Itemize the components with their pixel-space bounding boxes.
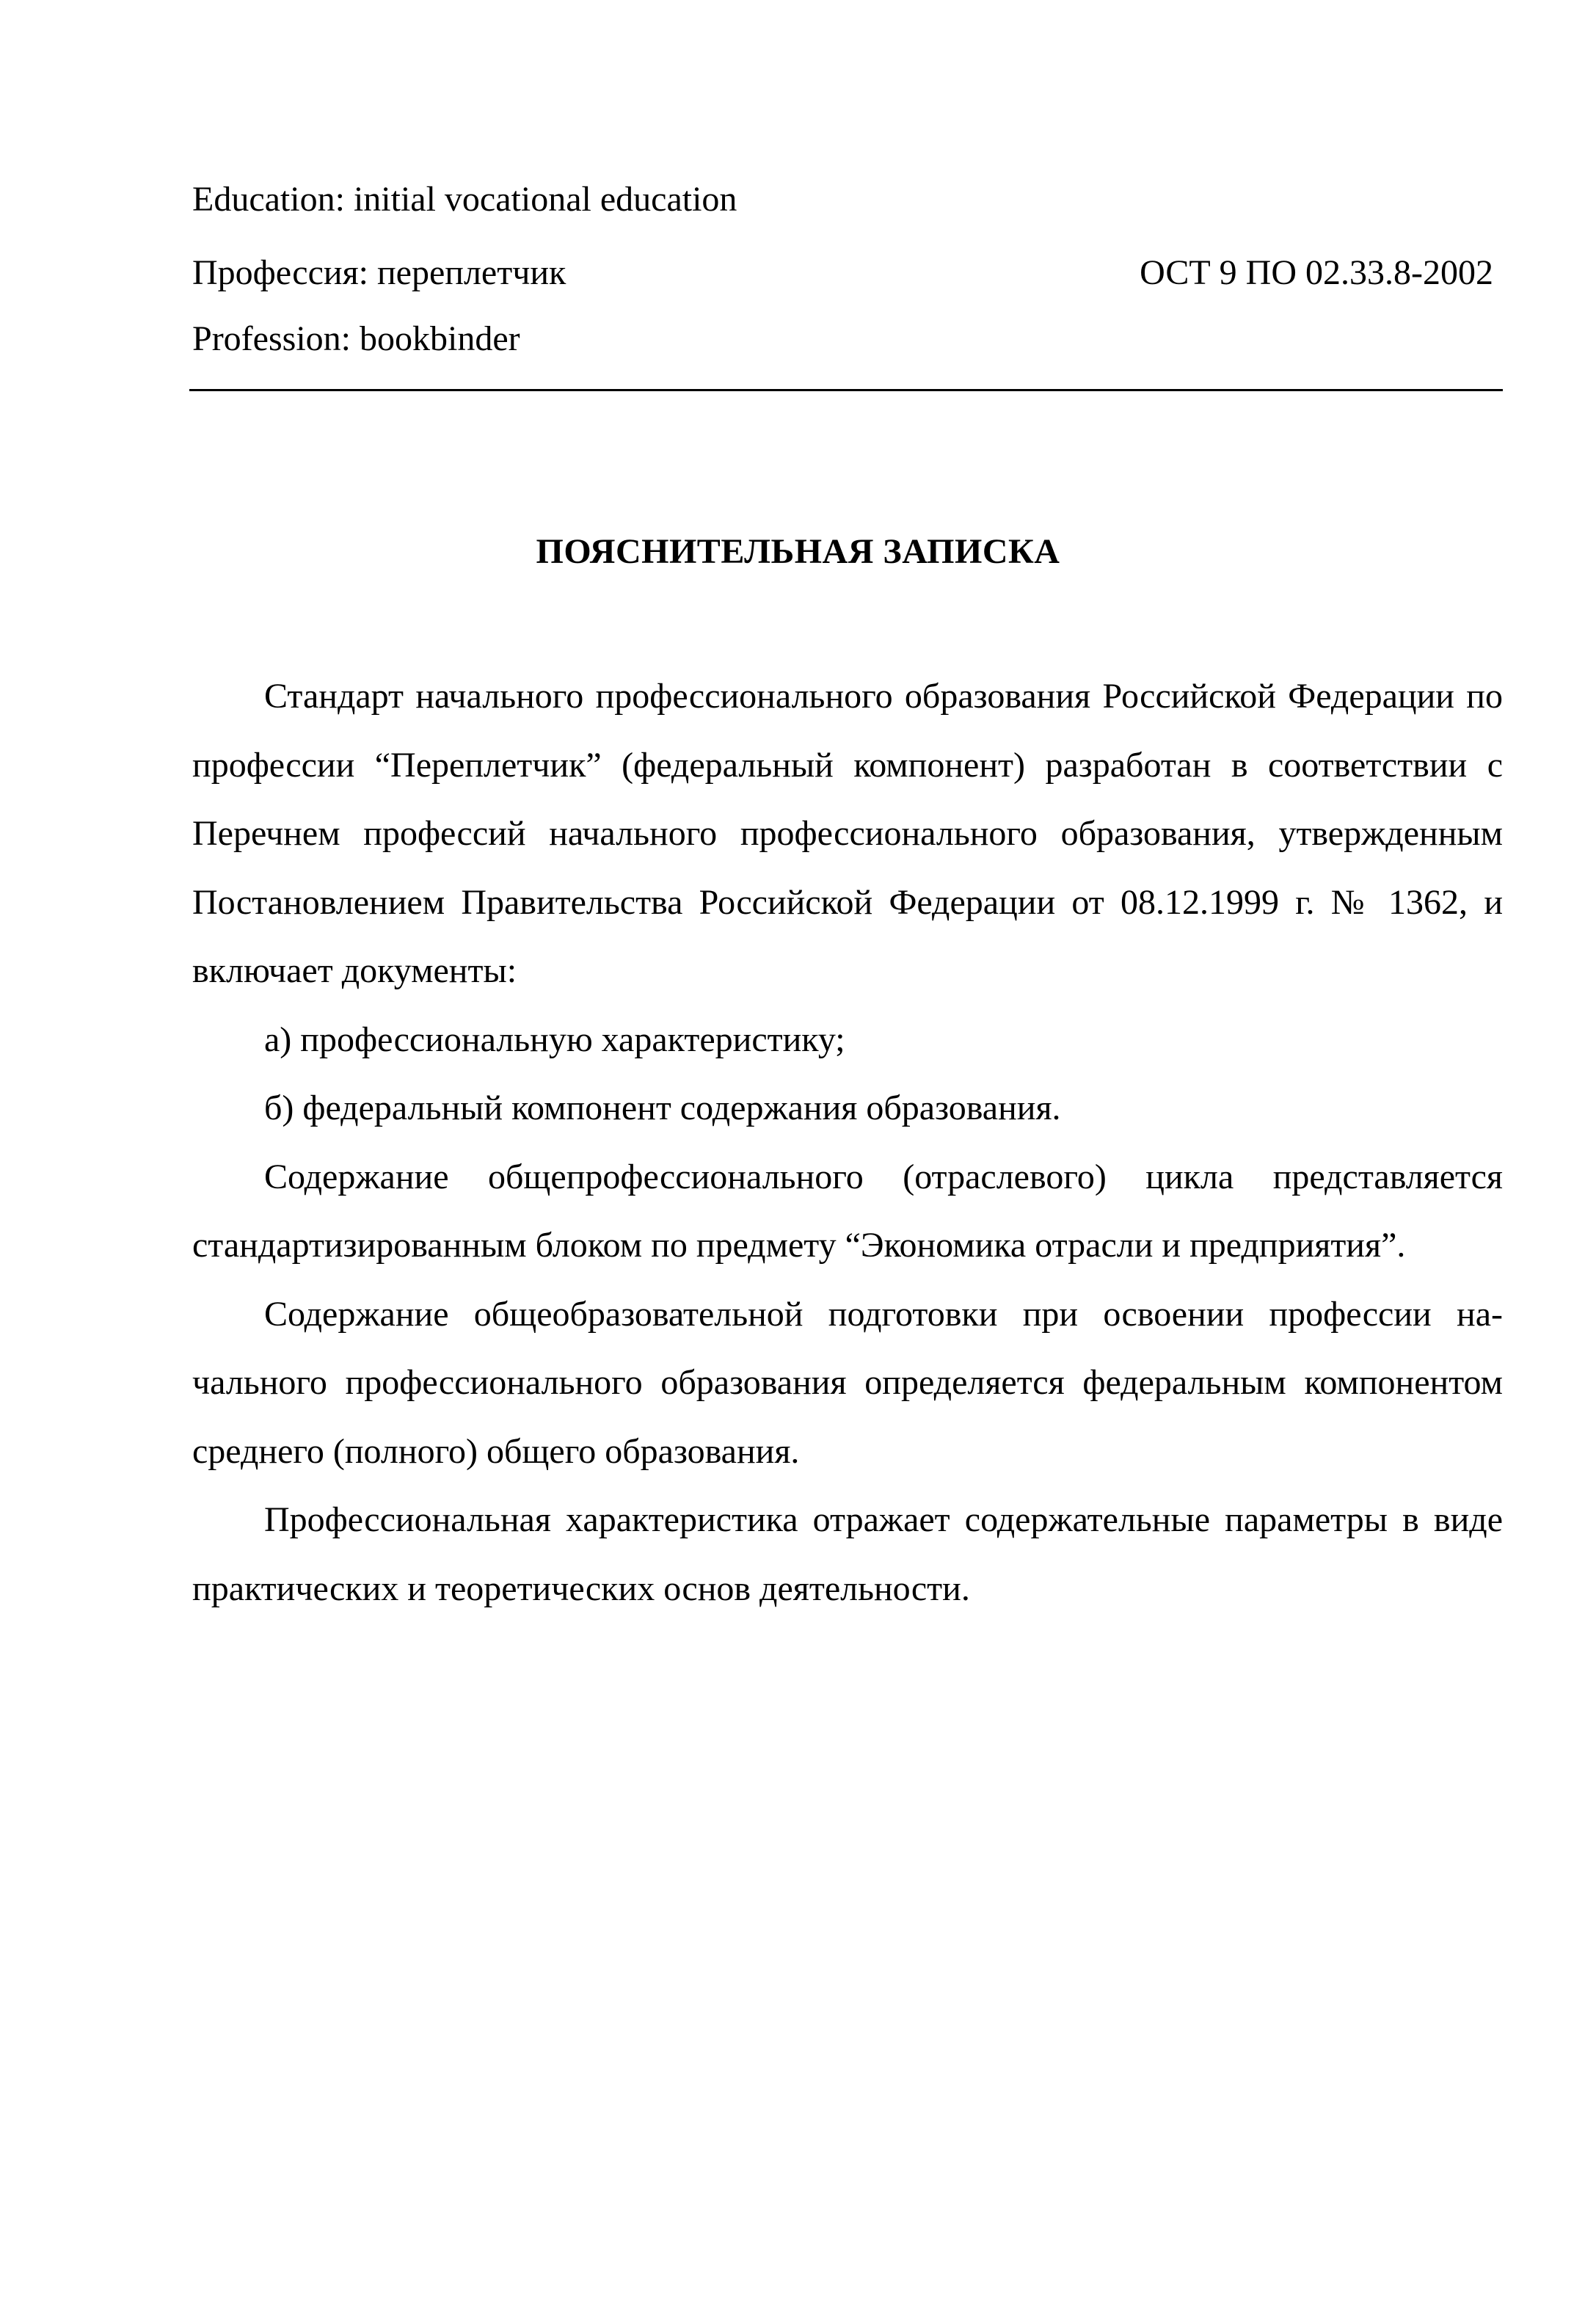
header-divider	[189, 389, 1503, 391]
paragraph-characteristic: Профессиональная характеристика отражает содержательные параметры в виде практических и теоретических основ деятельности.	[192, 1500, 1503, 1608]
paragraph-general-education: Содержание общеобразовательной подготовки при освоении профессии начального профессионального образования определяется федеральным компонентом среднего (полного) общего образования.	[192, 1294, 1503, 1471]
standard-code: ОСТ 9 ПО 02.33.8-2002	[1140, 253, 1493, 292]
header-education: Education: initial vocational education	[192, 180, 737, 219]
header-profession-ru: Профессия: переплетчик	[192, 253, 566, 292]
header-profession-en: Profession: bookbinder	[192, 319, 520, 358]
paragraph-general-professional: Содержание общепрофессионального (отраслевого) цикла представляется стандартизированным блоком по предмету “Экономика отрасли и предприятия”.	[192, 1157, 1503, 1265]
list-item-b: б) федеральный компонент содержания образования.	[264, 1088, 1061, 1127]
list-item-a: а) профессиональную характеристику;	[264, 1019, 845, 1059]
explanatory-note-body	[192, 662, 1503, 1623]
paragraph-intro: Стандарт начального профессионального образования Российской Федерации по профессии “Переплетчик” (федеральный компонент) разработан в соответствии с Перечнем профессий начального профессионального образования, утвержденным Постановлением Правительства Российской Федерации от 08.12.1999 г. № 1362, и включает документы:	[192, 677, 1503, 990]
page-title: ПОЯСНИТЕЛЬНАЯ ЗАПИСКА	[536, 532, 1060, 571]
